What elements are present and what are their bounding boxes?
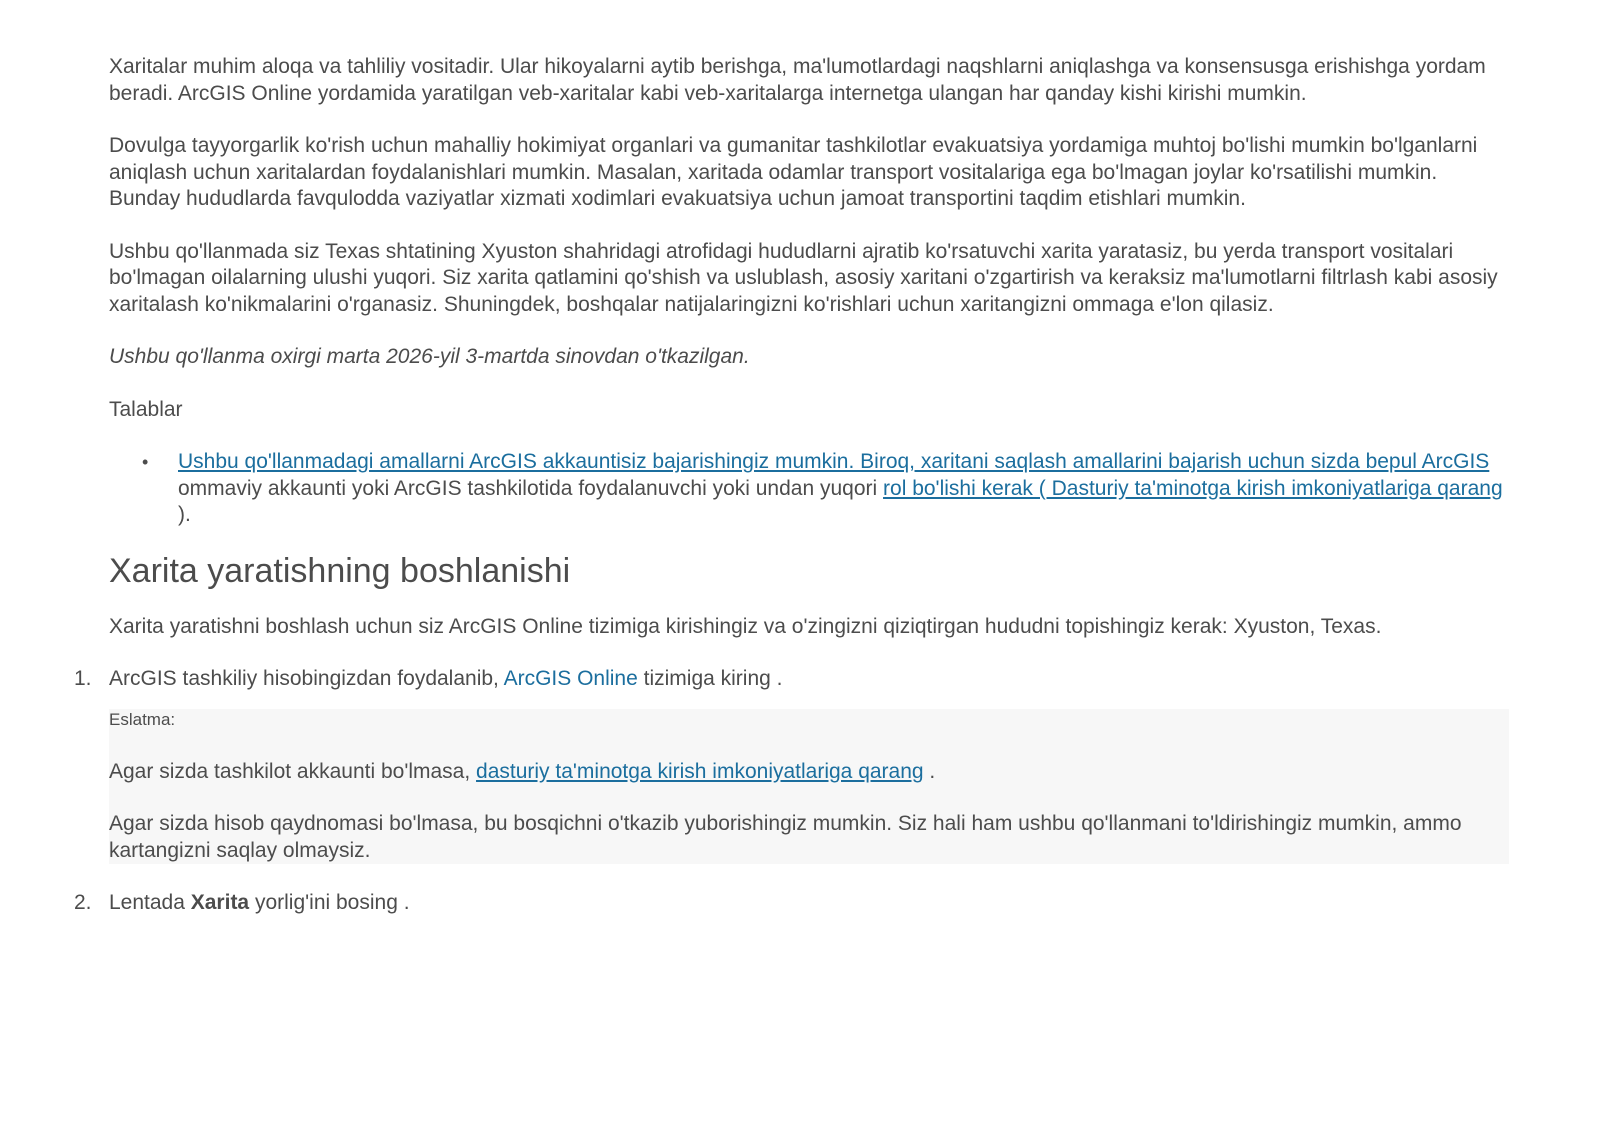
requirements-text: ommaviy akkaunti yoki ArcGIS tashkilotida foydalanuvchi yoki undan yuqori <box>178 476 884 500</box>
intro-paragraph-2: Dovulga tayyorgarlik ko'rish uchun mahalliy hokimiyat organlari va gumanitar tashkilotlar evakuatsiya yordamiga muhtoj bo'lishi mumkin bo'lganlarni aniqlash uchun xaritalardan foydalanishlari mumkin. Masalan, xaritada odamlar transport vositalariga ega bo'lmagan joylar ko'rsatilishi mumkin. Bunday hududlarda favqulodda vaziyatlar xizmati xodimlari evakuatsiya uchun jamoat transportini taqdim etishlari mumkin. <box>109 134 1478 210</box>
note-box <box>109 709 1509 865</box>
bullet-icon: • <box>142 452 149 472</box>
note-text-end: . <box>923 759 936 783</box>
step-text: Lentada <box>109 891 191 914</box>
note-paragraph-1 <box>109 759 1509 786</box>
intro-paragraph-1: Xaritalar muhim aloqa va tahliliy vositadir. Ular hikoyalarni aytib berishga, ma'lumotlardagi naqshlarni aniqlashga va konsensusga erishishga yordam beradi. ArcGIS Online yordamida yaratilgan veb-xaritalar kabi veb-xaritalarga internetga ulangan har qanday kishi kirishi mumkin. <box>109 55 1486 105</box>
requirements-heading: Talablar <box>109 397 183 421</box>
note-label: Eslatma: <box>109 709 176 729</box>
step-number: 2. <box>74 891 92 914</box>
requirements-list <box>109 449 1509 529</box>
step-1 <box>74 666 1509 693</box>
step-text: ArcGIS tashkiliy hisobingizdan foydalanib, <box>109 667 504 690</box>
section-title: Xarita yaratishning boshlanishi <box>109 551 571 590</box>
step-2 <box>74 890 1509 917</box>
arcgis-online-link[interactable]: ArcGIS Online <box>503 667 638 690</box>
requirements-text-end: ). <box>178 503 191 526</box>
step-text-end: tizimiga kiring . <box>637 667 783 690</box>
note-text: Agar sizda tashkilot akkaunti bo'lmasa, <box>109 759 477 783</box>
tutorial-content <box>74 54 1509 933</box>
step-text-end: yorlig'ini bosing . <box>249 891 410 914</box>
account-requirements-link[interactable]: Ushbu qo'llanmadagi amallarni ArcGIS akkauntisiz bajarishingiz mumkin. Biroq, xaritani saqlash amallarini bajarish uchun sizda bepul ArcGIS <box>178 450 1490 473</box>
intro-paragraph-3: Ushbu qo'llanmada siz Texas shtatining Xyuston shahridagi atrofidagi hududlarni ajratib ko'rsatuvchi xarita yaratasiz, bu yerda transport vositalari bo'lmagan oilalarning ulushi yuqori. Siz xarita qatlamini qo'shish va uslublash, asosiy xaritani o'zgartirish va keraksiz ma'lumotlarni filtrlash kabi asosiy xaritalash ko'nikmalarini o'rganasiz. Shuningdek, boshqalar natijalaringizni ko'rishlari uchun xaritangizni ommaga e'lon qilasiz. <box>109 239 1498 316</box>
step-number: 1. <box>74 667 92 690</box>
section-intro: Xarita yaratishni boshlash uchun siz ArcGIS Online tizimiga kirishingiz va o'zingizni qiziqtirgan hududni topishingiz kerak: Xyuston, Texas. <box>109 614 1382 638</box>
requirements-item <box>142 449 1509 529</box>
software-access-link[interactable]: rol bo'lishi kerak ( Dasturiy ta'minotga kirish imkoniyatlariga qarang <box>883 476 1503 500</box>
last-tested-note: Ushbu qo'llanma oxirgi marta 2026-yil 3-martda sinovdan o'tkazilgan. <box>109 345 750 368</box>
software-access-note-link[interactable]: dasturiy ta'minotga kirish imkoniyatlariga qarang <box>476 759 924 783</box>
note-paragraph-2: Agar sizda hisob qaydnomasi bo'lmasa, bu bosqichni o'tkazib yuborishingiz mumkin. Siz hali ham ushbu qo'llanmani to'ldirishingiz mumkin, ammo kartangizni saqlay olmaysiz. <box>109 812 1462 862</box>
map-tab-label: Xarita <box>190 891 250 914</box>
